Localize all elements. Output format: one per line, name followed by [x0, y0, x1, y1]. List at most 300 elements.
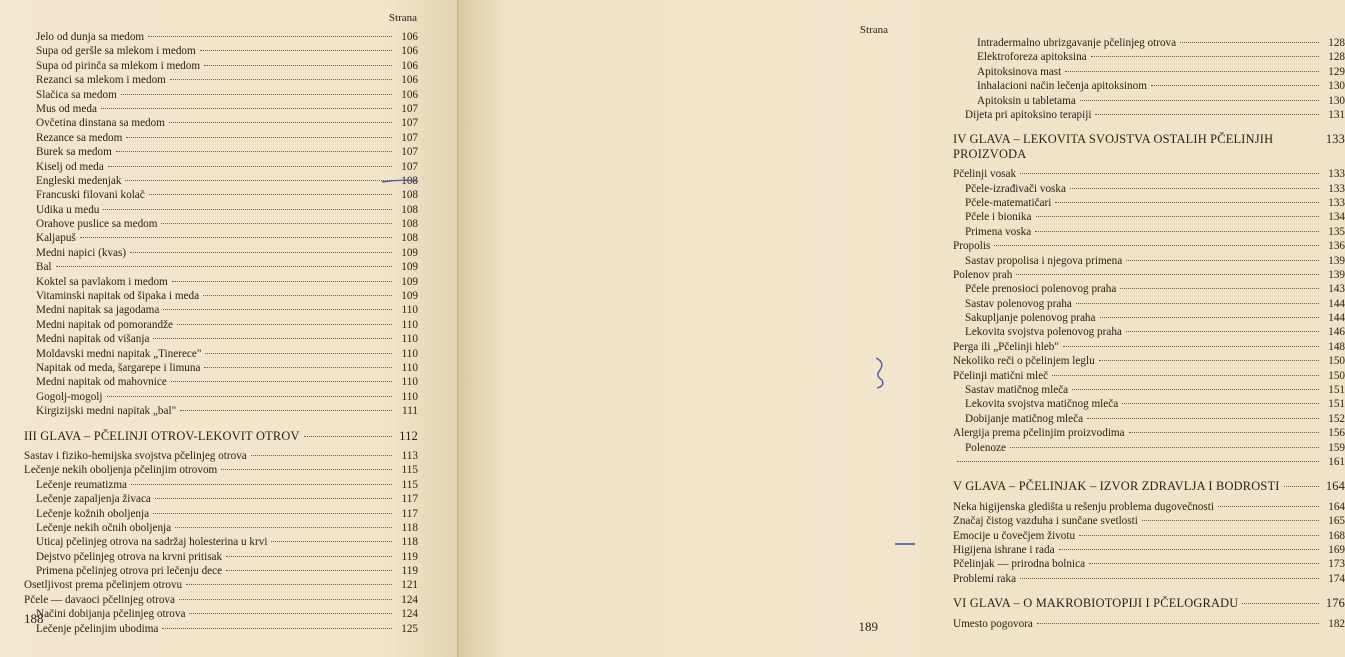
- toc-entry: [953, 94, 1345, 108]
- toc-entry-title: Emocije u čovečjem životu: [953, 529, 1076, 542]
- dot-leader: [1120, 287, 1319, 289]
- toc-chapter-heading: [953, 132, 1345, 161]
- toc-entry: [953, 182, 1345, 196]
- toc-entry: [24, 275, 418, 289]
- dot-leader: [251, 454, 392, 456]
- toc-entry-page: 121: [401, 579, 418, 592]
- toc-entry: [953, 441, 1345, 455]
- toc-entry-page: 165: [1328, 515, 1345, 528]
- toc-entry: [24, 593, 418, 607]
- dot-leader: [304, 435, 392, 437]
- table-of-contents-left: [24, 30, 418, 636]
- dot-leader: [205, 352, 392, 354]
- dot-leader: [1142, 519, 1319, 521]
- dot-leader: [957, 460, 1319, 462]
- toc-entry-page: 159: [1328, 441, 1345, 454]
- toc-entry-page: 108: [401, 203, 418, 216]
- toc-entry-title: Apitoksin u tabletama: [977, 94, 1076, 107]
- toc-entry-title: Lečenje nekih očnih oboljenja: [36, 521, 172, 534]
- toc-entry-title: Sastav polenovog praha: [965, 297, 1072, 310]
- toc-entry-title: Orahove puslice sa medom: [36, 218, 158, 231]
- toc-entry-page: 136: [1328, 240, 1345, 253]
- toc-entry: [24, 607, 418, 621]
- toc-entry: [953, 108, 1345, 122]
- dot-leader: [162, 627, 392, 629]
- toc-entry: [24, 375, 418, 389]
- toc-entry-title: Moldavski medni napitak „Tinerece": [36, 347, 202, 360]
- dot-leader: [1151, 84, 1319, 86]
- toc-entry-title: Slačica sa medom: [36, 88, 117, 101]
- toc-entry-page: 173: [1328, 558, 1345, 571]
- toc-entry-title: Kiselj od meda: [36, 160, 104, 173]
- toc-entry-page: 108: [401, 218, 418, 231]
- toc-entry-page: 174: [1328, 572, 1345, 585]
- toc-entry-page: 161: [1328, 455, 1345, 468]
- toc-entry-title: Kaljapuš: [36, 232, 76, 245]
- toc-entry-title: VI GLAVA – O MAKROBIOTOPIJI I PČELOGRADU: [953, 596, 1239, 611]
- toc-entry-page: 144: [1328, 312, 1345, 325]
- toc-entry: [953, 325, 1345, 339]
- toc-entry-title: Engleski medenjak: [36, 174, 122, 187]
- dot-leader: [179, 598, 392, 600]
- toc-entry-title: Medni napitak od višanja: [36, 333, 150, 346]
- toc-entry-page: 139: [1328, 254, 1345, 267]
- toc-entry: [24, 246, 418, 260]
- toc-entry: [24, 303, 418, 317]
- toc-entry-page: 107: [401, 160, 418, 173]
- toc-entry: [953, 557, 1345, 571]
- toc-entry-page: 107: [401, 117, 418, 130]
- toc-entry-page: 106: [401, 45, 418, 58]
- toc-entry: [953, 297, 1345, 311]
- toc-entry-page: 109: [401, 246, 418, 259]
- dot-leader: [175, 526, 392, 528]
- toc-entry: [24, 564, 418, 578]
- toc-entry: [953, 500, 1345, 514]
- toc-entry-page: 124: [401, 593, 418, 606]
- dot-leader: [1126, 330, 1319, 332]
- dot-leader: [163, 308, 392, 310]
- toc-entry-page: 110: [401, 333, 418, 346]
- dot-leader: [204, 366, 392, 368]
- dot-leader: [1070, 187, 1319, 189]
- toc-entry-page: 150: [1328, 369, 1345, 382]
- toc-entry-title: Jelo od dunja sa medom: [36, 31, 145, 43]
- toc-entry-page: 151: [1328, 384, 1345, 397]
- toc-entry-title: Lečenje zapaljenja živaca: [36, 493, 151, 506]
- dot-leader: [121, 93, 392, 95]
- toc-entry-page: 110: [401, 376, 418, 389]
- toc-entry: [24, 102, 418, 116]
- toc-entry-title: Inhalacioni način lečenja apitoksinom: [977, 80, 1147, 93]
- dot-leader: [171, 380, 392, 382]
- toc-entry: [24, 160, 418, 174]
- toc-entry: [953, 50, 1345, 64]
- dot-leader: [1059, 548, 1319, 550]
- toc-entry: [24, 188, 418, 202]
- toc-entry: [953, 455, 1345, 469]
- dot-leader: [1091, 55, 1319, 57]
- dot-leader: [1099, 359, 1319, 361]
- toc-entry-page: 139: [1328, 268, 1345, 281]
- toc-entry-title: Alergija prema pčelinjim proizvodima: [953, 427, 1125, 440]
- toc-entry: [24, 535, 418, 549]
- dot-leader: [177, 323, 392, 325]
- toc-entry-title: Polenov prah: [953, 268, 1013, 281]
- toc-entry-page: 106: [401, 31, 418, 43]
- toc-entry-title: Lečenje kožnih oboljenja: [36, 507, 150, 520]
- toc-entry-page: 176: [1325, 596, 1345, 611]
- toc-entry: [24, 521, 418, 535]
- toc-entry-title: Pčele i bionika: [965, 211, 1032, 224]
- dot-leader: [1076, 302, 1319, 304]
- toc-entry: [24, 404, 418, 418]
- toc-entry: [24, 550, 418, 564]
- toc-entry-page: 125: [401, 622, 418, 635]
- dot-leader: [1122, 402, 1319, 404]
- toc-entry-page: 119: [401, 565, 418, 578]
- toc-entry: [24, 347, 418, 361]
- dot-leader: [1035, 230, 1319, 232]
- toc-entry: [24, 44, 418, 58]
- toc-entry: [24, 289, 418, 303]
- toc-entry-title: Gogolj-mogolj: [36, 390, 103, 403]
- toc-entry-title: Pčele prenosioci polenovog praha: [965, 283, 1117, 296]
- toc-entry-title: Neka higijenska gledišta u rešenju problema dugovečnosti: [953, 500, 1214, 513]
- strana-label: Strana: [388, 12, 417, 24]
- toc-entry-title: Francuski filovani kolač: [36, 189, 145, 202]
- dot-leader: [161, 222, 392, 224]
- dot-leader: [200, 49, 392, 51]
- toc-entry-title: Dobijanje matičnog mleča: [965, 412, 1084, 425]
- toc-entry-page: 107: [401, 102, 418, 115]
- dot-leader: [1036, 215, 1320, 217]
- table-of-contents-right: [953, 36, 1345, 631]
- toc-entry: [953, 268, 1345, 282]
- toc-entry-title: Medni napici (kvas): [36, 246, 127, 259]
- toc-entry-title: Lekovita svojstva polenovog praha: [965, 326, 1122, 339]
- dot-leader: [1284, 485, 1319, 487]
- toc-entry: [953, 311, 1345, 325]
- toc-entry: [24, 116, 418, 130]
- toc-entry-title: Bal: [36, 261, 52, 274]
- dot-leader: [1218, 505, 1319, 507]
- toc-entry-title: Sastav matičnog mleča: [965, 384, 1069, 397]
- toc-entry-page: 124: [401, 608, 418, 621]
- toc-entry-title: Ovčetina dinstana sa medom: [36, 117, 165, 130]
- toc-entry: [24, 478, 418, 492]
- toc-entry: [953, 572, 1345, 586]
- toc-entry-title: Pčele-izrađivači voska: [965, 182, 1066, 195]
- toc-entry-title: Sastav i fiziko-hemijska svojstva pčelinjeg otrova: [24, 449, 247, 462]
- toc-entry: [953, 426, 1345, 440]
- dot-leader: [153, 512, 392, 514]
- toc-entry: [24, 59, 418, 73]
- toc-entry-title: Rezanci sa mlekom i medom: [36, 74, 166, 87]
- toc-entry-title: Značaj čistog vazduha i sunčane svetlosti: [953, 515, 1138, 528]
- toc-entry-page: 109: [401, 290, 418, 303]
- dot-leader: [1100, 316, 1320, 318]
- toc-entry-title: Rezance sa medom: [36, 131, 123, 144]
- toc-entry: [24, 318, 418, 332]
- toc-chapter-heading: [953, 596, 1345, 610]
- toc-entry-title: Napitak od meda, šargarepe i limuna: [36, 361, 201, 374]
- dot-leader: [107, 395, 392, 397]
- toc-chapter-heading: [953, 479, 1345, 493]
- toc-entry-title: Problemi raka: [953, 572, 1017, 585]
- toc-entry-page: 110: [401, 318, 418, 331]
- toc-entry: [953, 369, 1345, 383]
- toc-entry-page: 128: [1328, 37, 1345, 49]
- toc-entry-page: 144: [1328, 297, 1345, 310]
- toc-entry: [953, 239, 1345, 253]
- page-number: 188: [24, 611, 44, 626]
- dot-leader: [153, 337, 392, 339]
- dot-leader: [172, 280, 392, 282]
- toc-entry-page: 107: [401, 131, 418, 144]
- toc-entry: [953, 196, 1345, 210]
- toc-entry: [24, 30, 418, 44]
- dot-leader: [1126, 259, 1319, 261]
- toc-entry-page: 108: [401, 174, 418, 187]
- dot-leader: [204, 64, 392, 66]
- dot-leader: [1020, 172, 1319, 174]
- toc-entry: [24, 73, 418, 87]
- toc-entry: [953, 354, 1345, 368]
- toc-entry: [24, 231, 418, 245]
- toc-entry-title: Pčele — davaoci pčelinjeg otrova: [24, 593, 175, 606]
- toc-entry-page: 110: [401, 390, 418, 403]
- toc-entry-title: Medni napitak od mahovnice: [36, 376, 167, 389]
- toc-entry-page: 128: [1328, 51, 1345, 64]
- toc-entry-title: Elektroforeza apitoksina: [977, 51, 1087, 64]
- toc-entry: [953, 543, 1345, 557]
- toc-entry: [24, 332, 418, 346]
- dot-leader: [1242, 602, 1319, 604]
- toc-entry-page: 169: [1328, 543, 1345, 556]
- toc-entry-title: Primena voska: [965, 225, 1032, 238]
- dot-leader: [170, 78, 392, 80]
- toc-entry-title: Higijena ishrane i rada: [953, 543, 1055, 556]
- left-page: [0, 0, 459, 657]
- toc-entry-title: Udika u medu: [36, 203, 100, 216]
- toc-entry-title: III GLAVA – PČELINJI OTROV-LEKOVIT OTROV: [24, 428, 300, 443]
- toc-entry-page: 146: [1328, 326, 1345, 339]
- toc-entry-page: 182: [1328, 617, 1345, 630]
- toc-entry-title: IV GLAVA – LEKOVITA SVOJSTVA OSTALIH PČELINJIH PROIZVODA: [953, 132, 1274, 161]
- toc-entry-title: Medni napitak sa jagodama: [36, 304, 160, 317]
- dot-leader: [155, 497, 392, 499]
- dot-leader: [271, 540, 392, 542]
- toc-entry: [24, 174, 418, 188]
- toc-entry-title: Kirgizijski medni napitak „bal": [36, 405, 177, 418]
- toc-entry: [24, 88, 418, 102]
- toc-entry: [953, 65, 1345, 79]
- toc-entry-page: 119: [401, 550, 418, 563]
- toc-entry-page: 106: [401, 74, 418, 87]
- toc-entry-page: 118: [401, 521, 418, 534]
- toc-entry-page: 156: [1328, 427, 1345, 440]
- toc-entry: [24, 449, 418, 463]
- toc-entry-page: 111: [402, 405, 418, 418]
- toc-entry: [24, 361, 418, 375]
- toc-entry-page: 117: [401, 493, 418, 506]
- dot-leader: [203, 294, 392, 296]
- toc-entry-title: Burek sa medom: [36, 146, 112, 159]
- toc-entry-title: Lečenje pčelinjim ubodima: [36, 622, 159, 635]
- dot-leader: [126, 136, 392, 138]
- toc-entry-title: Uticaj pčelinjeg otrova na sadržaj holesterina u krvi: [36, 536, 268, 549]
- dot-leader: [1016, 273, 1319, 275]
- toc-entry-title: Primena pčelinjeg otrova pri lečenju dece: [36, 565, 223, 578]
- toc-entry: [953, 397, 1345, 411]
- dot-leader: [108, 165, 392, 167]
- toc-entry: [953, 225, 1345, 239]
- toc-entry-page: 110: [401, 361, 418, 374]
- toc-entry: [24, 203, 418, 217]
- dot-leader: [56, 265, 392, 267]
- toc-entry: [24, 463, 418, 477]
- toc-entry-title: Osetljivost prema pčelinjem otrovu: [24, 579, 183, 592]
- toc-entry-title: Perga ili „Pčelinji hleb": [953, 340, 1059, 353]
- strana-label: Strana: [859, 24, 888, 36]
- toc-entry-title: Nekoliko reči o pčelinjem leglu: [953, 355, 1095, 368]
- toc-entry-page: 133: [1325, 132, 1345, 147]
- dot-leader: [1020, 577, 1319, 579]
- dot-leader: [101, 107, 392, 109]
- dot-leader: [226, 569, 392, 571]
- toc-entry-title: Umesto pogovora: [953, 617, 1033, 630]
- dot-leader: [1095, 113, 1319, 115]
- toc-entry-page: 115: [401, 464, 418, 477]
- toc-entry-title: Pčelinji vosak: [953, 168, 1017, 181]
- dot-leader: [1072, 388, 1319, 390]
- toc-entry: [24, 507, 418, 521]
- toc-entry-title: Sastav propolisa i njegova primena: [965, 254, 1123, 267]
- dot-leader: [1087, 417, 1319, 419]
- toc-entry-title: Supa od geršle sa mlekom i medom: [36, 45, 196, 58]
- toc-entry-title: Pčelinjak — prirodna bolnica: [953, 558, 1086, 571]
- toc-entry-title: Načini dobijanja pčelinjeg otrova: [36, 608, 186, 621]
- toc-entry-page: 108: [401, 232, 418, 245]
- toc-entry-page: 129: [1328, 65, 1345, 78]
- dot-leader: [1180, 41, 1319, 43]
- dot-leader: [80, 236, 392, 238]
- dot-leader: [180, 409, 392, 411]
- toc-entry-title: V GLAVA – PČELINJAK – IZVOR ZDRAVLJA I BODROSTI: [953, 479, 1280, 494]
- toc-entry-title: Polenoze: [965, 441, 1007, 454]
- toc-entry-page: 133: [1328, 182, 1345, 195]
- toc-entry-title: Vitaminski napitak od šipaka i meda: [36, 290, 200, 303]
- toc-entry-page: 106: [401, 59, 418, 72]
- toc-entry: [24, 578, 418, 592]
- toc-entry-title: Sakupljanje polenovog praha: [965, 312, 1096, 325]
- toc-entry-title: Lekovita svojstva matičnog mleča: [965, 398, 1119, 411]
- toc-chapter-heading: [24, 429, 418, 443]
- toc-entry-page: 164: [1328, 500, 1345, 513]
- toc-entry-title: Pčelinji matični mleč: [953, 369, 1049, 382]
- dot-leader: [130, 251, 392, 253]
- toc-entry-title: Mus od meda: [36, 102, 97, 115]
- dot-leader: [186, 583, 392, 585]
- toc-entry: [24, 492, 418, 506]
- dot-leader: [1080, 99, 1319, 101]
- toc-entry-title: Apitoksinova mast: [977, 65, 1062, 78]
- dot-leader: [125, 179, 392, 181]
- dot-leader: [1065, 70, 1319, 72]
- toc-entry-page: 168: [1328, 529, 1345, 542]
- dot-leader: [226, 555, 392, 557]
- toc-entry-page: 131: [1328, 108, 1345, 121]
- dot-leader: [1037, 622, 1319, 624]
- dot-leader: [994, 244, 1319, 246]
- toc-entry: [953, 167, 1345, 181]
- toc-entry: [953, 79, 1345, 93]
- toc-entry-page: 133: [1328, 168, 1345, 181]
- toc-entry-page: 113: [401, 449, 418, 462]
- toc-entry-title: Lečenje reumatizma: [36, 478, 127, 491]
- toc-entry-title: Dejstvo pčelinjeg otrova na krvni pritisak: [36, 550, 223, 563]
- dot-leader: [148, 35, 392, 37]
- toc-entry-page: 130: [1328, 94, 1345, 107]
- toc-entry: [953, 36, 1345, 50]
- toc-entry: [24, 260, 418, 274]
- page-number: 189: [858, 619, 878, 634]
- dot-leader: [116, 150, 392, 152]
- toc-entry-page: 148: [1328, 340, 1345, 353]
- right-page: [459, 0, 1345, 657]
- toc-entry: [953, 412, 1345, 426]
- toc-entry-page: 150: [1328, 355, 1345, 368]
- dot-leader: [221, 468, 392, 470]
- toc-entry-title: Supa od pirinča sa mlekom i medom: [36, 59, 201, 72]
- toc-entry-page: 130: [1328, 80, 1345, 93]
- toc-entry: [953, 383, 1345, 397]
- toc-entry-page: 133: [1328, 196, 1345, 209]
- toc-entry-title: Intradermalno ubrizgavanje pčelinjeg otrova: [977, 37, 1177, 49]
- toc-entry-title: Koktel sa pavlakom i medom: [36, 275, 168, 288]
- toc-entry-page: 134: [1328, 211, 1345, 224]
- toc-entry-page: 164: [1325, 479, 1345, 494]
- toc-entry: [953, 282, 1345, 296]
- toc-entry-page: 109: [401, 261, 418, 274]
- dot-leader: [1063, 345, 1319, 347]
- toc-entry: [953, 340, 1345, 354]
- toc-entry-page: 112: [399, 428, 418, 443]
- toc-entry-page: 135: [1328, 225, 1345, 238]
- toc-entry: [24, 145, 418, 159]
- toc-entry-page: 118: [401, 536, 418, 549]
- dot-leader: [131, 483, 392, 485]
- toc-entry-page: 108: [401, 189, 418, 202]
- toc-entry-page: 106: [401, 88, 418, 101]
- dot-leader: [1129, 431, 1319, 433]
- toc-entry-title: Medni napitak od pomorandže: [36, 318, 174, 331]
- toc-entry: [24, 622, 418, 636]
- toc-entry-page: 107: [401, 146, 418, 159]
- dot-leader: [1055, 201, 1319, 203]
- toc-entry: [953, 514, 1345, 528]
- dot-leader: [103, 208, 392, 210]
- dot-leader: [1052, 374, 1319, 376]
- toc-entry-title: Pčele-matematičari: [965, 196, 1052, 209]
- toc-entry: [24, 390, 418, 404]
- toc-entry: [953, 529, 1345, 543]
- toc-entry-title: Propolis: [953, 240, 991, 253]
- dot-leader: [1089, 562, 1319, 564]
- toc-entry: [953, 254, 1345, 268]
- toc-entry: [24, 217, 418, 231]
